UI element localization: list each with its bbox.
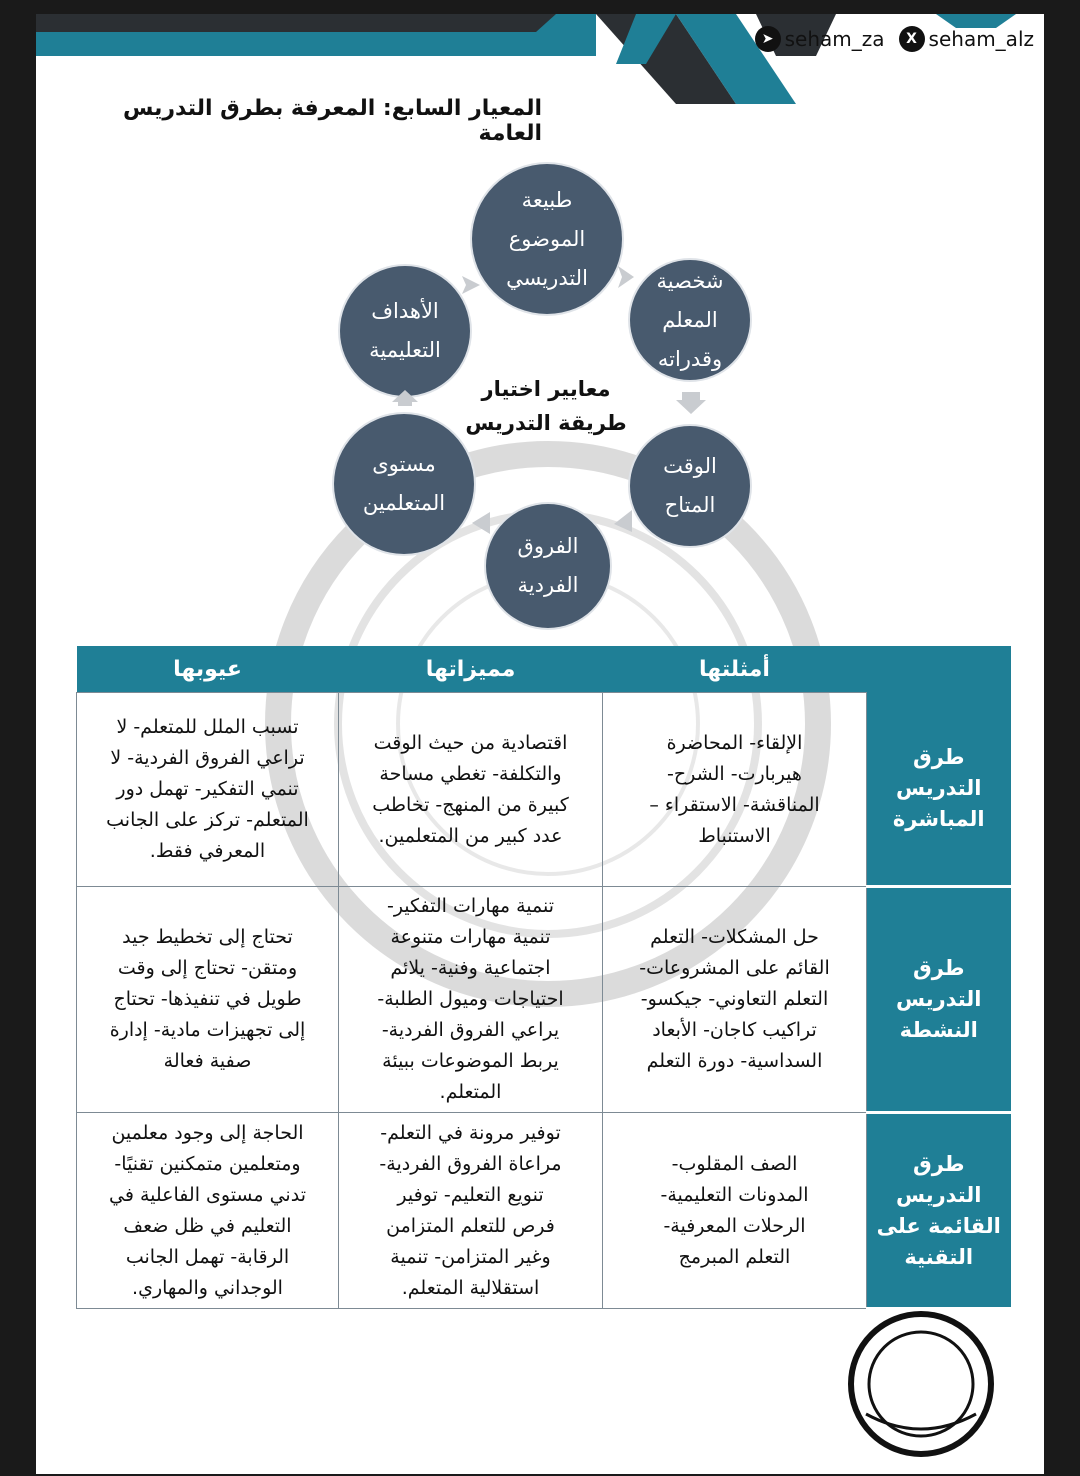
x-handle[interactable]: X seham_alz (899, 26, 1034, 52)
row-name: طرق التدريس القائمة على التقنية (867, 1113, 1011, 1309)
row-name: طرق التدريس المباشرة (867, 693, 1011, 887)
arrow-icon (460, 272, 482, 298)
telegram-icon: ➤ (755, 26, 781, 52)
teaching-methods-table (76, 646, 1011, 1310)
cell-advantages: اقتصادية من حيث الوقت والتكلفة- تغطي مساحة كبيرة من المنهج- تخاطب عدد كبير من المتعلمين. (339, 693, 603, 887)
node-teacher: شخصية المعلم وقدراته (630, 260, 750, 380)
telegram-handle[interactable]: ➤ seham_za (755, 26, 885, 52)
header-disadvantages: عيوبها (77, 646, 339, 693)
row-name: طرق التدريس النشطة (867, 887, 1011, 1113)
node-time: الوقت المتاح (630, 426, 750, 546)
diagram-center-label: معايير اختيار طريقة التدريس (465, 377, 627, 435)
arrow-icon (392, 390, 418, 406)
cell-examples: الإلقاء- المحاضرة هيربارت- الشرح- المناقشة- الاستقراء – الاستنباط (603, 693, 867, 887)
cell-disadvantages: الحاجة إلى وجود معلمين ومتعلمين متمكنين تقنيًا- تدني مستوى الفاعلية في التعليم في ظل ضعف الرقابة- تهمل الجانب الوجداني والمهاري. (77, 1113, 339, 1309)
cell-examples: الصف المقلوب- المدونات التعليمية- الرحلات المعرفية- التعلم المبرمج (603, 1113, 867, 1309)
arrow-icon (616, 264, 636, 290)
table-row (77, 1113, 1011, 1309)
node-topic: طبيعة الموضوع التدريسي (472, 164, 622, 314)
table-corner (867, 646, 1011, 693)
document-page (36, 14, 1044, 1474)
social-handles (755, 26, 1034, 52)
arrow-icon (470, 510, 492, 536)
header-examples: أمثلتها (603, 646, 867, 693)
header-advantages: مميزاتها (339, 646, 603, 693)
stamp-seal (836, 1304, 1006, 1464)
x-logo-icon: X (899, 26, 925, 52)
cell-disadvantages: تسبب الملل للمتعلم- لا تراعي الفروق الفردية- لا تنمي التفكير- تهمل دور المتعلم- تركز على الجانب المعرفي فقط. (77, 693, 339, 887)
table-row (77, 887, 1011, 1113)
node-learners: مستوى المتعلمين (334, 414, 474, 554)
page-title: المعيار السابع: المعرفة بطرق التدريس العامة (122, 96, 542, 146)
cell-advantages: تنمية مهارات التفكير- تنمية مهارات متنوعة اجتماعية وفنية- يلائم احتياجات وميول الطلبة- يراعي الفروق الفردية- يربط الموضوعات ببيئة المتعلم. (339, 887, 603, 1113)
cell-examples: حل المشكلات- التعلم القائم على المشروعات- التعلم التعاوني- جيكسو- تراكيب كاجان- الأبعاد السداسية- دورة التعلم (603, 887, 867, 1113)
table-row (77, 693, 1011, 887)
node-differences: الفروق الفردية (486, 504, 610, 628)
arrow-icon (676, 392, 706, 414)
cell-advantages: توفير مرونة في التعلم- مراعاة الفروق الفردية- تنويع التعليم- توفير فرص للتعلم المتزامن وغير المتزامن- تنمية استقلالية المتعلم. (339, 1113, 603, 1309)
cell-disadvantages: تحتاج إلى تخطيط جيد ومتقن- تحتاج إلى وقت طويل في تنفيذها- تحتاج إلى تجهيزات مادية- إدارة صفية فعالة (77, 887, 339, 1113)
arrow-icon (612, 508, 634, 534)
node-objectives: الأهداف التعليمية (340, 266, 470, 396)
